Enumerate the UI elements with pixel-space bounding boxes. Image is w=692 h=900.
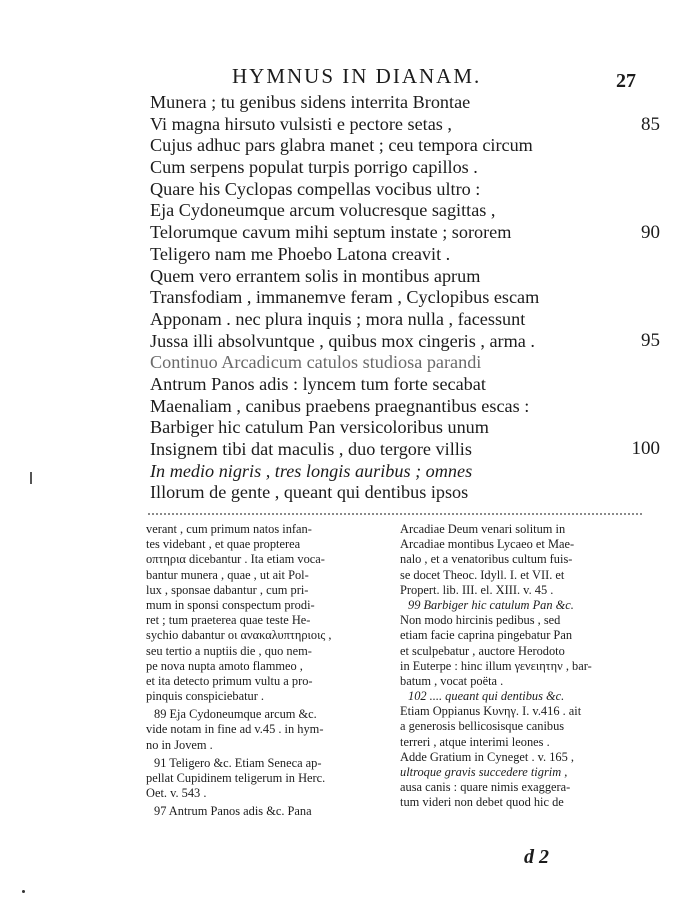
verse-line: Cum serpens populat turpis porrigo capillos . <box>150 157 478 178</box>
note-line: Non modo hircinis pedibus , sed <box>400 613 561 628</box>
page-number: 27 <box>616 70 636 92</box>
margin-dot <box>22 890 25 893</box>
verse-line: Cujus adhuc pars glabra manet ; ceu tempora circum <box>150 135 533 156</box>
note-line: ausa canis : quare nimis exaggera- <box>400 780 571 795</box>
signature-mark: d 2 <box>524 846 549 868</box>
note-line: mum in sponsi conspectum prodi- <box>146 597 315 612</box>
line-number: 90 <box>641 222 660 243</box>
verse-block <box>150 92 620 504</box>
note-line: batum , vocat poëta . <box>400 673 504 688</box>
note-line: et sculpebatur , auctore Herodoto <box>400 643 565 658</box>
note-line: verant , cum primum natos infan- <box>146 522 312 536</box>
verse-line: Antrum Panos adis : lyncem tum forte secabat <box>150 373 486 394</box>
verse-line: Maenaliam , canibus praebens praegnantibus escas : <box>150 395 530 416</box>
note-line: tes videbant , et quae propterea <box>146 537 301 552</box>
note-line: pinquis conspiciebatur . <box>146 689 265 704</box>
note-line: Arcadiae montibus Lycaeo et Mae- <box>400 537 575 552</box>
note-line: 89 Eja Cydoneumque arcum &c. <box>154 707 317 722</box>
note-line: οπτηρια dicebantur . Ita etiam voca- <box>146 552 325 567</box>
verse-line: Telorumque cavum mihi septum instate ; sororem <box>150 222 512 243</box>
verse-line: Continuo Arcadicum catulos studiosa parandi <box>150 352 482 373</box>
note-line: terreri , atque interimi leones . <box>400 734 550 749</box>
footnote-rule <box>148 513 642 516</box>
line-number: 95 <box>641 330 660 351</box>
note-line: in Euterpe : hinc illum γενειητην , bar- <box>400 658 592 673</box>
note-line: 97 Antrum Panos adis &c. Pana <box>154 804 312 819</box>
note-line: a generosis bellicosisque canibus <box>400 719 565 734</box>
verse-line: Barbiger hic catulum Pan versicoloribus unum <box>150 417 489 438</box>
verse-line: In medio nigris , tres longis auribus ; omnes <box>150 460 473 481</box>
note-line: Adde Gratium in Cyneget . v. 165 , <box>400 749 575 764</box>
note-line: tum videri non debet quod hic de <box>400 795 564 810</box>
note-line: no in Jovem . <box>146 737 213 752</box>
line-number: 85 <box>641 114 660 135</box>
line-number: 100 <box>631 438 660 459</box>
note-line: Arcadiae Deum venari solitum in <box>400 522 566 536</box>
note-line: lux , sponsae dabantur , cum pri- <box>146 582 309 597</box>
note-line: pellat Cupidinem teligerum in Herc. <box>146 771 326 785</box>
running-title: HYMNUS IN DIANAM. <box>232 64 482 88</box>
note-line: pe nova nupta amoto flammeo , <box>146 658 303 673</box>
verse-line: Vi magna hirsuto vulsisti e pectore setas , <box>150 113 452 134</box>
note-line: sychio dabantur οι ανακαλυπτηριοις , <box>146 628 332 643</box>
verse-line: Teligero nam me Phoebo Latona creavit . <box>150 243 451 264</box>
margin-mark <box>30 472 32 484</box>
notes-column-left <box>146 522 392 820</box>
note-line: seu tertio a nuptiis die , quo nem- <box>146 643 312 658</box>
note-line: Propert. lib. III. el. XIII. v. 45 . <box>400 582 554 597</box>
note-line: 91 Teligero &c. Etiam Seneca ap- <box>154 755 322 770</box>
verse-line: Insignem tibi dat maculis , duo tergore villis <box>150 439 472 459</box>
note-line: vide notam in fine ad v.45 . in hym- <box>146 722 324 737</box>
note-line: nalo , et a venatoribus cultum fuis- <box>400 552 573 567</box>
note-line: 102 .... queant qui dentibus &c. <box>408 689 565 704</box>
verse-line: Apponam . nec plura inquis ; mora nulla , facessunt <box>150 308 526 329</box>
verse-line: Transfodiam , immanemve feram , Cyclopibus escam <box>150 287 540 308</box>
verse-line: Illorum de gente , queant qui dentibus ipsos <box>150 482 469 503</box>
notes-column-right <box>400 522 646 811</box>
verse-line: Eja Cydoneumque arcum volucresque sagittas , <box>150 200 496 221</box>
verse-line: Jussa illi absolvuntque , quibus mox cingeris , arma . <box>150 330 535 351</box>
note-line: Oet. v. 543 . <box>146 786 207 801</box>
note-line: et ita detecto primum vultu a pro- <box>146 673 313 688</box>
verse-line: Munera ; tu genibus sidens interrita Brontae <box>150 92 471 112</box>
note-line: ret ; tum praeterea quae teste He- <box>146 613 311 628</box>
note-line: se docet Theoc. Idyll. I. et VII. et <box>400 567 565 582</box>
verse-line: Quare his Cyclopas compellas vocibus ultro : <box>150 178 481 199</box>
note-line: bantur munera , quae , ut ait Pol- <box>146 567 309 582</box>
note-line: ultroque gravis succedere tigrim , <box>400 765 568 779</box>
note-line: Etiam Oppianus Κυνηγ. I. v.416 . ait <box>400 704 582 719</box>
verse-line: Quem vero errantem solis in montibus aprum <box>150 265 481 286</box>
note-line: etiam facie caprina pingebatur Pan <box>400 628 573 643</box>
note-line: 99 Barbiger hic catulum Pan &c. <box>408 597 574 612</box>
